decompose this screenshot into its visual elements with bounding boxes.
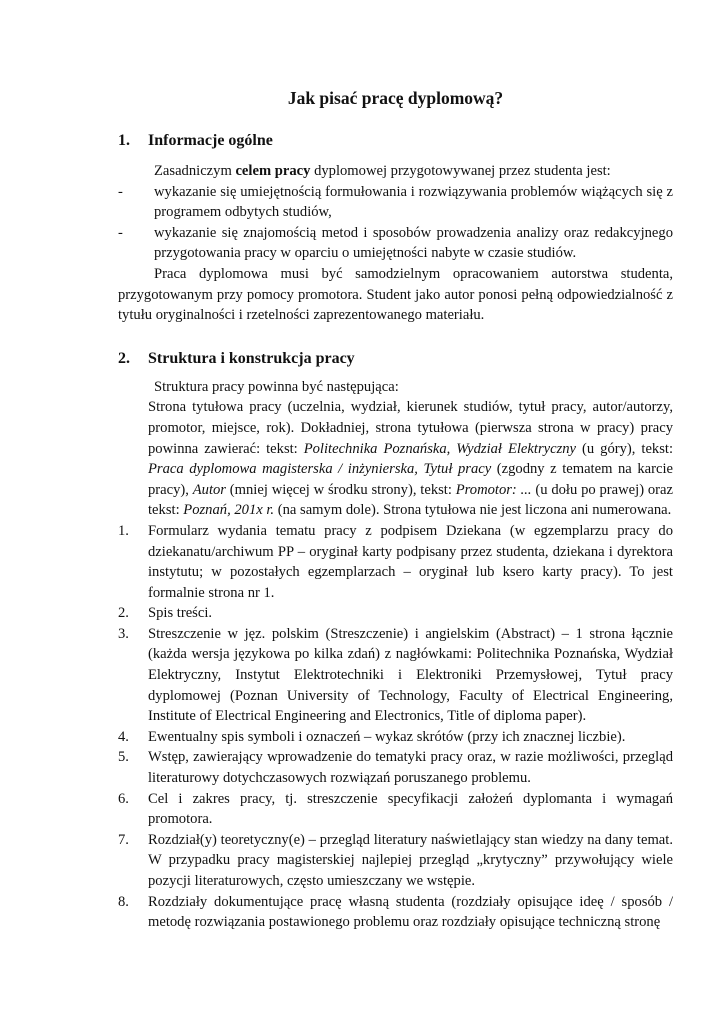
italic-run: Promotor: ... — [455, 481, 532, 498]
intro-text: Zasadniczym — [154, 163, 236, 179]
bullet-dash: - — [118, 183, 123, 200]
text-run: Strona tytułowa pracy (uczelnia, wydział, kierunek studiów, tytuł pracy, autor/autorzy, promotor, miejsce, rok). Dokładniej, strona tytułowa (pierwsza strona w pracy) pracy powinna zawierać: tekst: — [148, 399, 673, 457]
text-run: (na samym dole). Strona tytułowa nie jest liczona ani numerowana. — [274, 502, 672, 519]
list-text: Formularz wydania tematu pracy z podpisem Dziekana (w egzemplarzu pracy do dziekanatu/archiwum PP – oryginał karty podpisany przez studenta, dziekana i dyrektora instytutu; w pozostałych egzemplarzach – oryginał lub ksero karty pracy). To jest formalnie strona nr 1. — [148, 522, 673, 601]
list-number: 8. — [118, 893, 129, 910]
list-number: 3. — [118, 625, 129, 642]
section-2-title: Struktura i konstrukcja pracy — [148, 349, 355, 367]
list-text: Ewentualny spis symboli i oznaczeń – wykaz skrótów (przy ich znacznej liczbie). — [148, 728, 626, 745]
section-1-number: 1. — [118, 132, 130, 149]
text-run: (u góry), tekst: — [576, 440, 674, 457]
section-1-intro — [118, 161, 673, 182]
italic-run: Politechnika Poznańska, Wydział Elektryczny — [303, 440, 577, 457]
list-text: Rozdział(y) teoretyczny(e) – przegląd literatury naświetlający stan wiedzy na dany temat. W przypadku pracy magisterskiej najlepiej przegląd „krytyczny” przywołujący wiele pozycji literaturowych, często umieszczany we wstępie. — [148, 831, 673, 889]
section-2-intro: Struktura pracy powinna być następująca: — [154, 378, 399, 395]
section-1-title: Informacje ogólne — [148, 132, 273, 149]
list-number: 7. — [118, 831, 129, 848]
section-2-heading — [118, 348, 673, 370]
section-1-paragraph: Praca dyplomowa musi być samodzielnym opracowaniem autorstwa studenta, przygotowanym przy pomocy promotora. Student jako autor ponosi pełną odpowiedzialność z tytułu oryginalności i rzetelności zaprezentowanego materiału. — [118, 265, 673, 324]
bullet-item — [118, 182, 673, 223]
list-text: Rozdziały dokumentujące pracę własną studenta (rozdziały opisujące ideę / sposób / metodę rozwiązania postawionego problemu oraz rozdziały opisujące techniczną stronę — [148, 893, 673, 931]
intro-bold-term: celem pracy — [235, 163, 311, 179]
bullet-text: wykazanie się znajomością metod i sposobów prowadzenia analizy oraz redakcyjnego przygotowania pracy w oparciu o umiejętności nabyte w czasie studiów. — [154, 224, 673, 262]
list-item — [118, 603, 673, 624]
list-item — [118, 789, 673, 830]
text-run: (mniej więcej w środku strony), tekst: — [225, 481, 456, 498]
list-item — [118, 521, 673, 603]
bullet-text: wykazanie się umiejętnością formułowania i rozwiązywania problemów wiążących się z programem odbytych studiów, — [154, 183, 673, 221]
list-number: 4. — [118, 728, 129, 745]
bullet-dash: - — [118, 224, 123, 241]
list-text: Spis treści. — [148, 605, 213, 622]
text-run: (zgodny z tematem na karcie pracy), — [148, 461, 673, 498]
list-text: Cel i zakres pracy, tj. streszczenie specyfikacji założeń dyplomanta i wymagań promotora. — [148, 790, 673, 828]
section-2-number: 2. — [118, 349, 130, 367]
text-run: (u dołu po prawej) oraz tekst: — [148, 481, 673, 519]
italic-run: Autor — [192, 481, 226, 498]
bullet-item — [118, 223, 673, 264]
list-number: 6. — [118, 790, 129, 807]
list-number: 2. — [118, 605, 129, 622]
list-item — [118, 624, 673, 727]
list-text: Streszczenie w jęz. polskim (Streszczenie) i angielskim (Abstract) – 1 strona łącznie (każda wersja językowa po kilka zdań) z nagłówkami: Politechnika Poznańska, Wydział Elektryczny, Instytut Elektrotechniki i Elektroniki Przemysłowej, Tytuł pracy dyplomowej (Poznan University of Technology, Faculty of Electrical Engineering, Institute of Electrical Engineering and Electronics, Title of diploma paper). — [148, 625, 673, 725]
list-text: Wstęp, zawierający wprowadzenie do tematyki pracy oraz, w razie możliwości, przegląd literaturowy dotychczasowych rozwiązań poruszanego problemu. — [148, 749, 673, 787]
list-item — [118, 830, 673, 892]
italic-run: Poznań, 201x r. — [183, 502, 275, 519]
section-1-heading — [118, 130, 673, 152]
list-item — [118, 892, 673, 933]
document-title: Jak pisać pracę dyplomową? — [287, 88, 504, 108]
list-number: 1. — [118, 522, 129, 539]
list-item — [118, 727, 673, 748]
italic-run: Praca dyplomowa magisterska / inżynierska, Tytuł pracy — [148, 461, 492, 478]
list-item — [118, 747, 673, 788]
list-number: 5. — [118, 749, 129, 766]
intro-text-end: dyplomowej przygotowywanej przez studenta jest: — [310, 163, 611, 179]
title-page-description — [118, 397, 673, 521]
